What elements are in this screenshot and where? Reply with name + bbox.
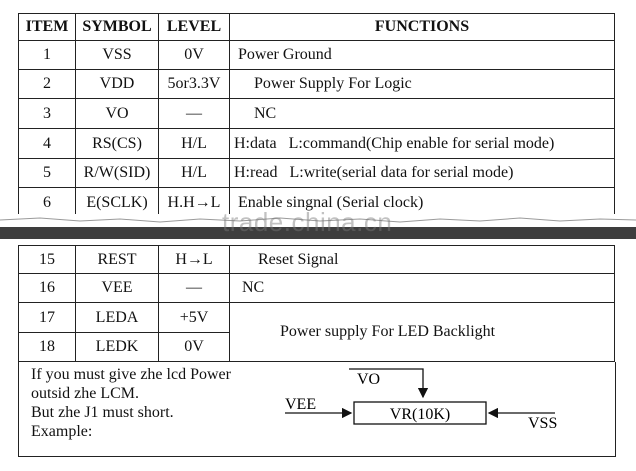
vss-label: VSS xyxy=(528,415,558,432)
function-cell: Power Ground xyxy=(230,41,615,70)
vo-label: VO xyxy=(357,371,381,388)
item-cell: 2 xyxy=(19,70,76,99)
level-cell: H.H→L xyxy=(159,188,230,218)
function-cell: Reset Signal xyxy=(230,246,615,274)
resistor-label: VR(10K) xyxy=(389,406,451,423)
symbol-cell: RS(CS) xyxy=(76,129,159,159)
level-cell: — xyxy=(159,99,230,129)
header-item: ITEM xyxy=(19,14,76,41)
backlight-function-cell: Power supply For LED Backlight xyxy=(230,303,615,362)
symbol-cell: R/W(SID) xyxy=(76,159,159,188)
function-cell: NC xyxy=(230,274,615,303)
watermark-text: trade.china.cn xyxy=(222,207,393,237)
note-line: If you must give zhe lcd Power xyxy=(31,366,231,383)
function-cell: Power Supply For Logic xyxy=(230,70,615,99)
note-line: But zhe J1 must short. xyxy=(31,404,174,421)
item-cell: 15 xyxy=(19,246,76,274)
function-cell: H:data L:command(Chip enable for serial mode) xyxy=(230,129,615,159)
header-symbol: SYMBOL xyxy=(76,14,159,41)
level-cell: H→L xyxy=(159,246,230,274)
item-cell: 5 xyxy=(19,159,76,188)
level-cell: 0V xyxy=(159,333,230,362)
item-cell: 18 xyxy=(19,333,76,362)
item-cell: 6 xyxy=(19,188,76,218)
symbol-cell: LEDK xyxy=(76,333,159,362)
symbol-cell: E(SCLK) xyxy=(76,188,159,218)
symbol-cell: VO xyxy=(76,99,159,129)
item-cell: 3 xyxy=(19,99,76,129)
note-line: Example: xyxy=(31,423,93,440)
vee-label: VEE xyxy=(285,396,317,413)
symbol-cell: VDD xyxy=(76,70,159,99)
function-cell: H:read L:write(serial data for serial mode) xyxy=(230,159,615,188)
header-level: LEVEL xyxy=(159,14,230,41)
note-line: outsid zhe LCM. xyxy=(31,385,139,402)
item-cell: 16 xyxy=(19,274,76,303)
level-cell: +5V xyxy=(159,303,230,333)
level-cell: — xyxy=(159,274,230,303)
symbol-cell: LEDA xyxy=(76,303,159,333)
symbol-cell: VSS xyxy=(76,41,159,70)
item-cell: 17 xyxy=(19,303,76,333)
symbol-cell: VEE xyxy=(76,274,159,303)
symbol-cell: REST xyxy=(76,246,159,274)
function-cell: Enable singnal (Serial clock) xyxy=(230,188,615,218)
item-cell: 4 xyxy=(19,129,76,159)
level-cell: 0V xyxy=(159,41,230,70)
level-cell: 5or3.3V xyxy=(159,70,230,99)
header-functions: FUNCTIONS xyxy=(230,14,615,41)
level-cell: H/L xyxy=(159,159,230,188)
item-cell: 1 xyxy=(19,41,76,70)
function-cell: NC xyxy=(230,99,615,129)
level-cell: H/L xyxy=(159,129,230,159)
